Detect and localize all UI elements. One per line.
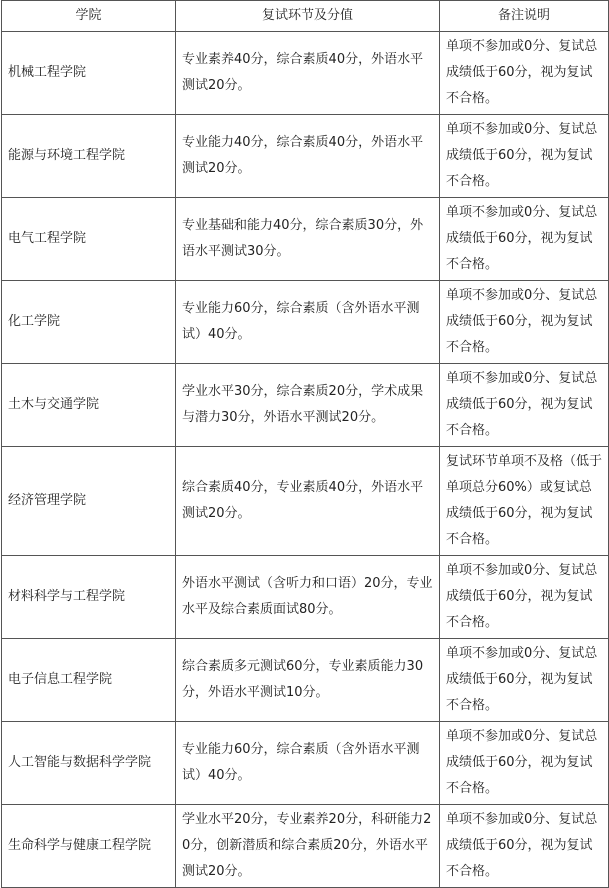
table-row bbox=[2, 281, 609, 364]
note-cell: 单项不参加或0分、复试总成绩低于60分，视为复试不合格。 bbox=[440, 722, 609, 805]
college-cell: 经济管理学院 bbox=[2, 447, 176, 556]
stages-cell: 专业素养40分，综合素质40分，外语水平测试20分。 bbox=[176, 32, 440, 115]
stages-cell: 学业水平30分，综合素质20分，学术成果与潜力30分，外语水平测试20分。 bbox=[176, 364, 440, 447]
table-header bbox=[2, 1, 609, 32]
note-cell: 单项不参加或0分、复试总成绩低于60分，视为复试不合格。 bbox=[440, 115, 609, 198]
college-cell: 电子信息工程学院 bbox=[2, 639, 176, 722]
note-cell: 单项不参加或0分、复试总成绩低于60分，视为复试不合格。 bbox=[440, 281, 609, 364]
table-row bbox=[2, 198, 609, 281]
header-stages: 复试环节及分值 bbox=[176, 1, 440, 32]
score-table bbox=[1, 0, 609, 888]
college-cell: 土木与交通学院 bbox=[2, 364, 176, 447]
note-cell: 单项不参加或0分、复试总成绩低于60分，视为复试不合格。 bbox=[440, 198, 609, 281]
table-row bbox=[2, 447, 609, 556]
table-row bbox=[2, 364, 609, 447]
stages-cell: 外语水平测试（含听力和口语）20分，专业水平及综合素质面试80分。 bbox=[176, 556, 440, 639]
note-cell: 单项不参加或0分、复试总成绩低于60分，视为复试不合格。 bbox=[440, 364, 609, 447]
header-college: 学院 bbox=[2, 1, 176, 32]
college-cell: 人工智能与数据科学学院 bbox=[2, 722, 176, 805]
college-cell: 电气工程学院 bbox=[2, 198, 176, 281]
stages-cell: 专业能力60分，综合素质（含外语水平测试）40分。 bbox=[176, 281, 440, 364]
note-cell: 单项不参加或0分、复试总成绩低于60分，视为复试不合格。 bbox=[440, 639, 609, 722]
stages-cell: 综合素质多元测试60分，专业素质能力30分，外语水平测试10分。 bbox=[176, 639, 440, 722]
table-row bbox=[2, 639, 609, 722]
stages-cell: 专业基础和能力40分，综合素质30分，外语水平测试30分。 bbox=[176, 198, 440, 281]
college-cell: 生命科学与健康工程学院 bbox=[2, 805, 176, 888]
stages-cell: 专业能力40分，综合素质40分，外语水平测试20分。 bbox=[176, 115, 440, 198]
college-cell: 机械工程学院 bbox=[2, 32, 176, 115]
note-cell: 单项不参加或0分、复试总成绩低于60分，视为复试不合格。 bbox=[440, 556, 609, 639]
table-row bbox=[2, 805, 609, 888]
stages-cell: 专业能力60分，综合素质（含外语水平测试）40分。 bbox=[176, 722, 440, 805]
college-cell: 能源与环境工程学院 bbox=[2, 115, 176, 198]
table-row bbox=[2, 556, 609, 639]
table-body bbox=[2, 32, 609, 888]
note-cell: 复试环节单项不及格（低于单项总分60%）或复试总成绩低于60分，视为复试不合格。 bbox=[440, 447, 609, 556]
stages-cell: 学业水平20分，专业素养20分，科研能力20分，创新潜质和综合素质20分，外语水平测试20分。 bbox=[176, 805, 440, 888]
table-row bbox=[2, 722, 609, 805]
table-row bbox=[2, 32, 609, 115]
header-note: 备注说明 bbox=[440, 1, 609, 32]
note-cell: 单项不参加或0分、复试总成绩低于60分，视为复试不合格。 bbox=[440, 32, 609, 115]
table-row bbox=[2, 115, 609, 198]
college-cell: 材料科学与工程学院 bbox=[2, 556, 176, 639]
note-cell: 单项不参加或0分、复试总成绩低于60分，视为复试不合格。 bbox=[440, 805, 609, 888]
stages-cell: 综合素质40分，专业素质40分，外语水平测试20分。 bbox=[176, 447, 440, 556]
header-row bbox=[2, 1, 609, 32]
college-cell: 化工学院 bbox=[2, 281, 176, 364]
